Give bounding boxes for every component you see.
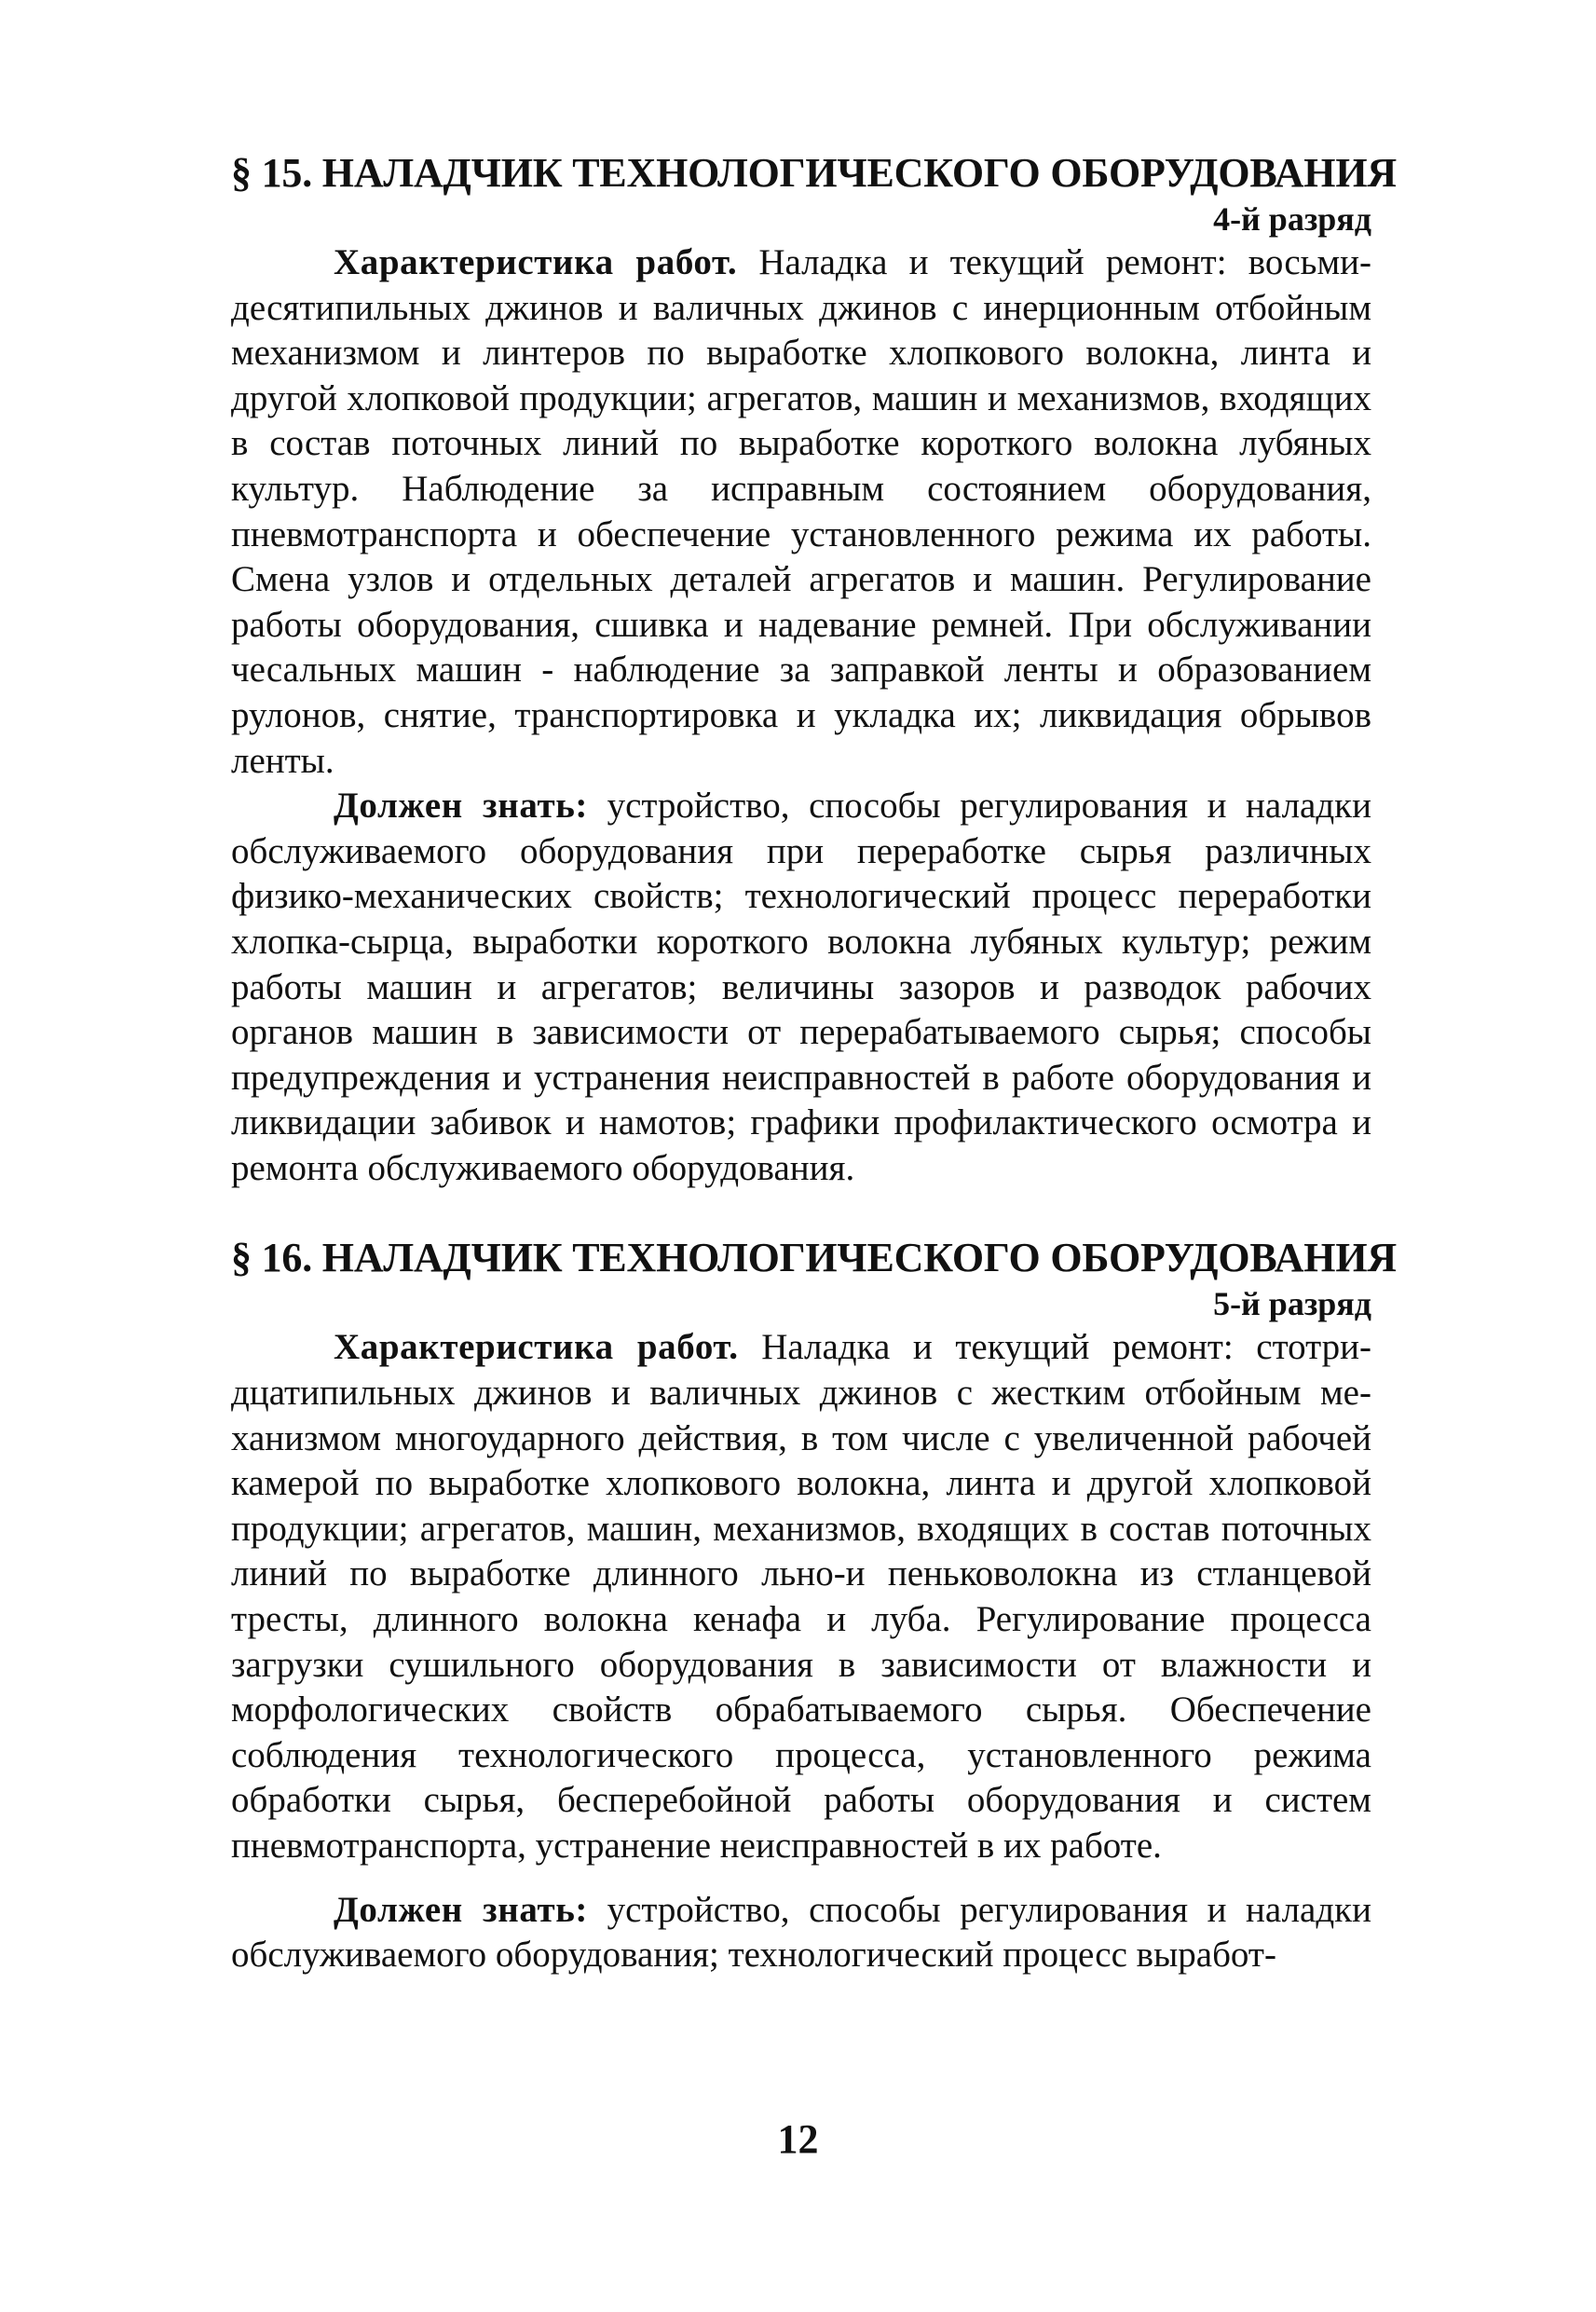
section-heading: § 15. НАЛАДЧИК ТЕХНОЛОГИЧЕСКОГО ОБОРУДОВАНИЯ bbox=[231, 150, 1397, 196]
grade-label: 4-й разряд bbox=[1213, 200, 1371, 238]
required-knowledge-paragraph bbox=[231, 1888, 1371, 1978]
grade-label: 5-й разряд bbox=[1213, 1285, 1371, 1323]
characteristics-label: Характеристика работ. bbox=[334, 1327, 739, 1368]
work-characteristics-paragraph bbox=[231, 1325, 1371, 1868]
section-heading: § 16. НАЛАДЧИК ТЕХНОЛОГИЧЕСКОГО ОБОРУДОВАНИЯ bbox=[231, 1235, 1397, 1281]
characteristics-label: Характеристика работ. bbox=[334, 242, 738, 282]
knowledge-text: устройство, способы регулирования и наладки обслуживаемого оборудования; технологический процесс выработ- bbox=[231, 1889, 1372, 1976]
characteristics-text: Наладка и текущий ремонт: восьмидесятипильных джинов и валичных джинов с инерционным отбойным механизмом и линтеров по выработке хлопкового волокна, линта и другой хлопковой продукции; агрегатов, машин и механизмов, входящих в состав поточных линий по выработке короткого волокна лубяных культур. Наблюдение за исправным состоянием оборудования, пневмотранспорта и обеспечение установленного режима их работы. Смена узлов и отдельных деталей агрегатов и машин. Регулирование работы оборудования, сшивка и надевание ремней. При обслуживании чесальных машин - наблюдение за заправкой ленты и образованием рулонов, снятие, транспортировка и укладка их; ликвидация обрывов ленты. bbox=[231, 242, 1371, 781]
page-number: 12 bbox=[777, 2116, 819, 2162]
section-15 bbox=[231, 149, 1397, 1191]
document-page bbox=[231, 149, 1397, 1978]
required-knowledge-paragraph bbox=[231, 784, 1371, 1191]
knowledge-text: устройство, способы регулирования и наладки обслуживаемого оборудования при переработке сырья различных физико-механических свойств; технологический процесс переработки хлопка-сырца, выработки короткого волокна лубяных культур; режим работы машин и агрегатов; величины зазоров и разводок рабочих органов машин в зависимости от перерабатываемого сырья; способы предупреждения и устранения неисправностей в работе оборудования и ликвидации забивок и намотов; графики профилактического осмотра и ремонта обслуживаемого оборудования. bbox=[231, 786, 1372, 1188]
work-characteristics-paragraph bbox=[231, 240, 1371, 784]
section-16 bbox=[231, 1234, 1397, 1977]
characteristics-text: Наладка и текущий ремонт: стотридцатипильных джинов и валичных джинов с жестким отбойным механизмом многоударного действия, в том числе с увеличенной рабочей камерой по выработке хлопкового волокна, линта и другой хлопковой продукции; агрегатов, машин, механизмов, входящих в состав поточных линий по выработке длинного льно-и пеньковолокна из стланцевой тресты, длинного волокна кенафа и луба. Регулирование процесса загрузки сушильного оборудования в зависимости от влажности и морфологических свойств обрабатываемого сырья. Обеспечение соблюдения технологического процесса, установленного режима обработки сырья, бесперебойной работы оборудования и систем пневмотранспорта, устранение неисправностей в их работе. bbox=[231, 1327, 1372, 1866]
knowledge-label: Должен знать: bbox=[334, 1889, 589, 1930]
knowledge-label: Должен знать: bbox=[334, 786, 589, 827]
